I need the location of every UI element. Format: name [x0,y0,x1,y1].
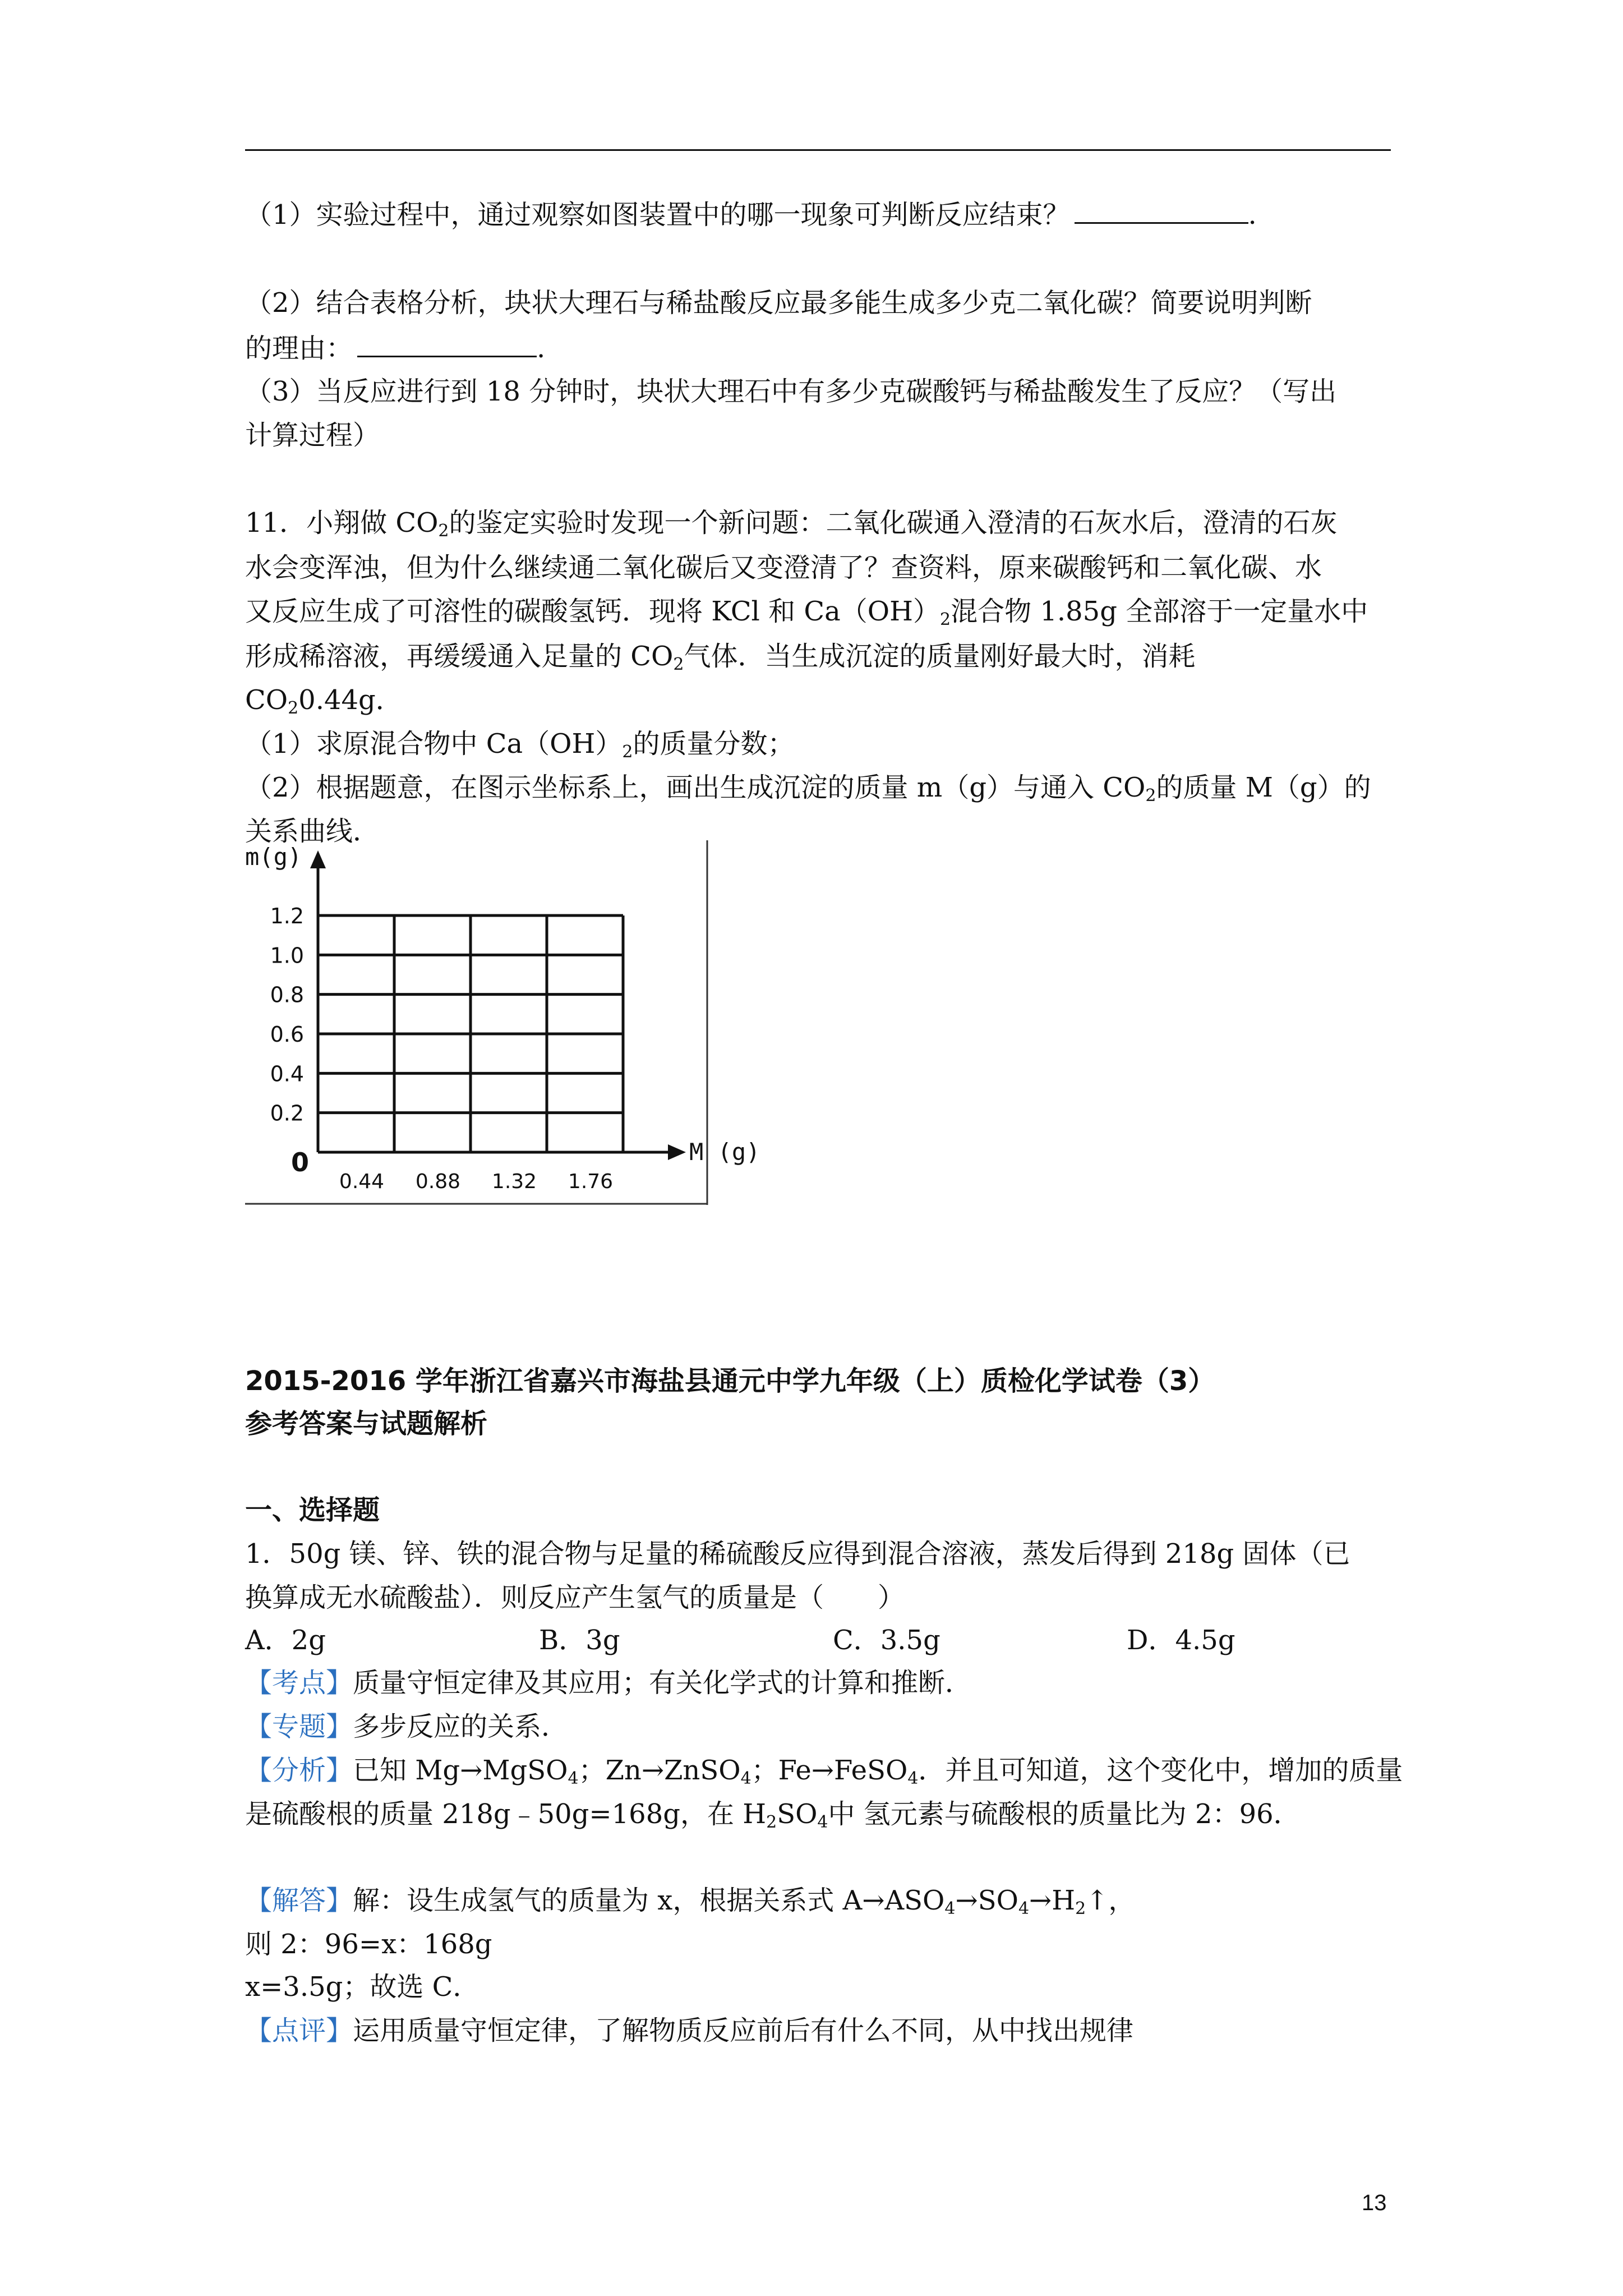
q11-part1 [245,727,794,761]
y-axis-arrow [310,850,326,868]
jieda-text: →H [1029,1885,1076,1916]
header-rule [245,149,1391,151]
zhuanti-text: 多步反应的关系． [353,1711,569,1742]
tag-fenxi: 【分析】 [245,1755,353,1786]
fenxi-line1 [245,1754,1403,1787]
subscript: 4 [568,1769,579,1788]
section-heading [245,1493,380,1527]
q11-part2-text: 关系曲线． [245,816,380,847]
q10-part3-text: （3）当反应进行到 18 分钟时，块状大理石中有多少克碳酸钙与稀盐酸发生了反应？（写出 [245,376,1337,407]
subscript: 2 [438,521,449,541]
x-tick-label: 1.32 [491,1170,537,1193]
dianping-line [245,2014,1133,2047]
fenxi-text: SO [777,1798,818,1830]
q11-part2-text: （2）根据题意，在图示坐标系上，画出生成沉淀的质量 m（g）与通入 CO [245,772,1146,803]
q11-text: CO [245,684,288,716]
q11-text: 0.44g． [298,684,403,716]
q11-part2-line1 [245,771,1371,804]
jieda-line3 [245,1970,479,2004]
fenxi-line2 [245,1797,1301,1831]
y-axis-label: m(g) [245,843,302,871]
option-b[interactable]: B．3g [539,1625,620,1656]
a1-question-text: 1．50g 镁、锌、铁的混合物与足量的稀硫酸反应得到混合溶液，蒸发后得到 218g 固体（已 [245,1538,1350,1570]
x-tick-label: 0.88 [415,1170,461,1193]
q11-line4 [245,639,1195,673]
y-tick-label: 0.6 [270,1022,304,1047]
q11-text: 水会变浑浊，但为什么继续通二氧化碳后又变澄清了？查资料，原来碳酸钙和二氧化碳、水 [245,552,1322,583]
subscript: 2 [1075,1899,1086,1918]
subscript: 2 [673,655,684,674]
dianping-text: 运用质量守恒定律，了解物质反应前后有什么不同，从中找出规律 [353,2015,1134,2046]
x-tick-label: 0.44 [339,1170,385,1193]
y-tick-label: 0.2 [270,1101,304,1126]
q11-line1 [245,506,1338,540]
option-c[interactable]: C．3.5g [833,1625,940,1656]
jieda-text: 则 2：96=x：168g [245,1929,492,1960]
tag-kaodian: 【考点】 [245,1667,353,1699]
q11-text: 混合物 1.85g 全部溶于一定量水中 [951,596,1368,627]
tag-jieda: 【解答】 [245,1885,353,1916]
y-tick-label: 1.2 [270,904,304,928]
axes [245,840,707,1205]
y-tick-label: 1.0 [270,943,304,968]
subscript: 4 [740,1769,751,1788]
q10-part3-line2 [245,418,380,452]
subscript: 2 [288,698,299,718]
fenxi-text: 已知 Mg→MgSO [353,1755,568,1786]
answer-blank[interactable] [1075,197,1248,224]
subscript: 4 [817,1812,828,1832]
answer-title-text: 2015-2016 学年浙江省嘉兴市海盐县通元中学九年级（上）质检化学试卷（3） [245,1365,1215,1397]
q10-part3-text2: 计算过程） [245,420,380,451]
jieda-text: 解：设生成氢气的质量为 x，根据关系式 A→ASO [353,1885,945,1916]
subscript: 2 [939,610,951,629]
zhuanti-line [245,1710,568,1743]
q11-part1-text: （1）求原混合物中 Ca（OH） [245,728,623,760]
tag-zhuanti: 【专题】 [245,1711,353,1742]
a1-question-text: 换算成无水硫酸盐）．则反应产生氢气的质量是（ ） [245,1582,905,1613]
jieda-line2 [245,1927,492,1961]
q11-text: 的鉴定实验时发现一个新问题：二氧化碳通入澄清的石灰水后，澄清的石灰 [449,507,1338,539]
q10-part3-line1 [245,375,1336,408]
tag-dianping: 【点评】 [245,2015,353,2046]
fenxi-text: ；Zn→ZnSO [578,1755,741,1786]
q11-text: 又反应生成了可溶性的碳酸氢钙．现将 KCl 和 Ca（OH） [245,596,940,627]
q10-part2-line2 [245,331,545,365]
q11-text: 11．小翔做 CO [245,507,439,539]
jieda-text: ↑， [1086,1885,1136,1916]
subscript: 2 [766,1812,777,1832]
q11-part1-text: 的质量分数； [633,728,795,760]
tick-labels [245,843,760,1193]
jieda-line1 [245,1884,1135,1917]
period: . [1248,199,1257,231]
option-d[interactable]: D．4.5g [1127,1625,1235,1656]
answer-title [245,1364,1215,1398]
kaodian-text: 质量守恒定律及其应用；有关化学式的计算和推断． [353,1667,972,1699]
y-tick-label: 0.8 [270,982,304,1007]
q10-part1-text: （1）实验过程中，通过观察如图装置中的哪一现象可判断反应结束？ [245,199,1070,231]
q10-part2-text: （2）结合表格分析，块状大理石与稀盐酸反应最多能生成多少克二氧化碳？简要说明判断 [245,287,1312,319]
subscript: 4 [1018,1899,1030,1918]
fenxi-text: ；Fe→FeSO [751,1755,908,1786]
x-tick-label: 1.76 [568,1170,614,1193]
q10-part2-line1 [245,286,1312,320]
fenxi-text: 中 氢元素与硫酸根的质量比为 2：96． [828,1798,1301,1830]
page-number: 13 [1362,2191,1387,2215]
fenxi-text: ．并且可知道，这个变化中，增加的质量 [918,1755,1403,1786]
option-a[interactable]: A．2g [245,1625,326,1656]
period: . [537,333,546,364]
q11-line2 [245,551,1322,585]
grid-svg [245,840,760,1205]
q11-line3 [245,595,1368,628]
subscript: 2 [622,742,633,762]
a1-question-line2 [245,1581,905,1614]
kaodian-line [245,1666,972,1700]
fenxi-text: 是硫酸根的质量 218g﹣50g=168g，在 H [245,1798,767,1830]
q11-line5 [245,683,403,717]
subscript: 4 [944,1899,956,1918]
answer-subtitle [245,1407,487,1441]
subscript: 4 [907,1769,919,1788]
grid-lines [318,915,623,1152]
x-axis-label: M (g) [689,1138,760,1166]
q11-part2-text: 的质量 M（g）的 [1156,772,1371,803]
q11-text: 气体．当生成沉淀的质量刚好最大时，消耗 [684,641,1196,672]
answer-blank[interactable] [357,331,537,357]
origin-label: 0 [291,1147,310,1177]
coordinate-grid-figure [245,840,760,1205]
jieda-text: →SO [955,1885,1018,1916]
a1-question-line1 [245,1537,1350,1571]
x-axis-arrow [668,1144,686,1160]
q10-part2-reason: 的理由： [245,333,353,364]
answer-subtitle-text: 参考答案与试题解析 [245,1408,488,1439]
subscript: 2 [1145,786,1156,806]
y-tick-label: 0.4 [270,1061,304,1087]
jieda-text: x=3.5g；故选 C． [245,1971,480,2003]
q11-text: 形成稀溶液，再缓缓通入足量的 CO [245,641,674,672]
a1-options [245,1623,1235,1657]
q10-part1 [245,197,1257,232]
section-heading-text: 一、选择题 [245,1494,380,1526]
